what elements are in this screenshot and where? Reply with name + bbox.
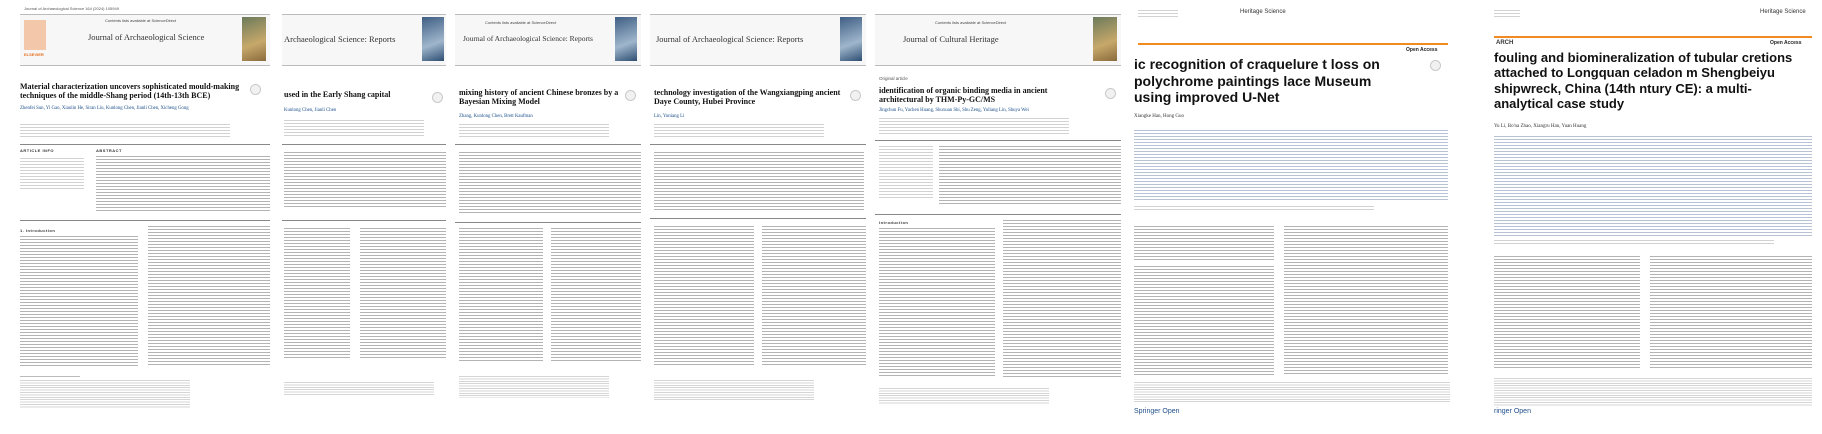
paper-title: ic recognition of craquelure t loss on polychrome paintings lace Museum using improved U-Net — [1134, 56, 1380, 106]
body-column-left — [20, 236, 138, 366]
body-column-right — [1650, 256, 1812, 368]
body-column-right — [551, 228, 641, 362]
journal-header-line: Journal of Archaeological Science 164 (2024) 105949 — [24, 6, 119, 11]
abstract-heading: ABSTRACT — [96, 148, 122, 153]
affiliations — [20, 124, 230, 138]
affiliations — [654, 124, 824, 138]
abstract-text — [459, 152, 641, 214]
paper-page-1 — [0, 0, 276, 434]
introduction-heading: Introduction — [879, 220, 909, 225]
check-for-updates-icon — [1430, 60, 1441, 71]
paper-page-2 — [282, 0, 452, 434]
paper-page-6 — [1130, 0, 1485, 434]
open-access-bar — [1138, 43, 1448, 45]
keywords-block — [879, 146, 933, 200]
body-column-left — [879, 228, 995, 378]
abstract-text — [939, 146, 1121, 206]
check-for-updates-icon — [850, 90, 861, 101]
body-column-left — [1494, 256, 1640, 368]
journal-name: Journal of Cultural Heritage — [903, 34, 999, 44]
paper-title: Material characterization uncovers sophisticated mould-making techniques of the middle-Shang period (14th-13th BCE) — [20, 82, 240, 101]
divider — [282, 220, 446, 221]
contents-line: Contents lists available at ScienceDirect — [935, 20, 1007, 25]
journal-cover-thumbnail — [615, 17, 637, 61]
author-list: Yu Li, Bo'na Zhao, Xiangru Han, Yuan Huang — [1494, 124, 1587, 129]
journal-name: Heritage Science — [1240, 9, 1286, 15]
paper-page-3 — [455, 0, 645, 434]
license-notice — [1134, 382, 1450, 402]
author-list: Zhang, Kunlong Chen, Brett Kaufman — [459, 114, 533, 119]
divider — [875, 140, 1121, 141]
journal-cover-thumbnail — [1093, 17, 1117, 61]
article-info-heading: ARTICLE INFO — [20, 148, 54, 153]
affiliations — [284, 120, 424, 138]
divider — [20, 220, 270, 221]
check-for-updates-icon — [432, 92, 443, 103]
divider — [282, 144, 446, 145]
abstract-text — [654, 152, 864, 210]
article-type-label: Original article — [879, 76, 908, 81]
paper-title: identification of organic binding media in ancient architectural by THM-Py-GC/MS — [879, 86, 1048, 105]
figure-caption — [1134, 226, 1274, 260]
divider — [20, 144, 270, 145]
author-list: Xiangke Han, Hong Guo — [1134, 114, 1184, 119]
body-column-left — [654, 226, 754, 366]
keywords-block — [1494, 240, 1774, 246]
contents-line: Contents lists available at ScienceDirect — [105, 18, 177, 23]
elsevier-tree-icon — [24, 20, 46, 50]
footnote-divider — [20, 376, 80, 377]
affiliations — [879, 118, 1069, 134]
divider — [455, 222, 641, 223]
introduction-heading: 1. Introduction — [20, 228, 56, 233]
paper-title: fouling and biomineralization of tubular cretions attached to Longquan celadon m Shengbeiyu shipwreck, China (14th ntury CE): a multi-analytical case study — [1494, 50, 1793, 111]
paper-title: mixing history of ancient Chinese bronzes by a Bayesian Mixing Model — [459, 88, 619, 107]
body-column-right — [1003, 220, 1121, 378]
keywords-block — [20, 158, 84, 190]
divider — [650, 144, 866, 145]
author-list: Zhenfei Sun, Yi Gao, Xiaolin He, Siran Liu, Kunlong Chen, Jianli Chen, Xicheng Gong — [20, 106, 189, 111]
contents-line: Contents lists available at ScienceDirect — [485, 20, 557, 25]
divider — [650, 218, 866, 219]
footnotes — [20, 380, 190, 408]
body-column-left — [284, 228, 350, 358]
journal-name: Journal of Archaeological Science: Reports — [463, 34, 593, 43]
body-column-right — [360, 228, 446, 358]
paper-page-5 — [875, 0, 1125, 434]
paper-page-7 — [1490, 0, 1822, 434]
publisher-logo: ringer Open — [1494, 408, 1531, 415]
affiliations — [459, 124, 609, 138]
open-access-bar — [1494, 36, 1812, 38]
footnotes — [654, 380, 814, 400]
journal-name: Journal of Archaeological Science: Reports — [656, 34, 804, 44]
citation-header — [1494, 10, 1520, 18]
journal-name: Heritage Science — [1760, 9, 1806, 15]
footnotes — [879, 388, 1049, 404]
check-for-updates-icon — [625, 90, 636, 101]
journal-cover-thumbnail — [840, 17, 862, 61]
abstract-text — [96, 156, 270, 212]
keywords-block — [1134, 206, 1374, 212]
author-list: Jingchun Fu, Yachen Huang, Shuxuan Shi, Shu Zeng, Yuliang Lin, Shuya Wei — [879, 108, 1029, 113]
body-column-right — [148, 226, 270, 366]
journal-cover-thumbnail — [242, 17, 266, 61]
journal-name: Journal of Archaeological Science — [88, 32, 205, 42]
check-for-updates-icon — [250, 84, 261, 95]
author-list: Lin, Yuniang Li — [654, 114, 685, 119]
paper-title: used in the Early Shang capital — [284, 90, 391, 99]
paper-page-4 — [650, 0, 870, 434]
section-label: ARCH — [1496, 40, 1514, 46]
footnotes — [284, 382, 434, 396]
citation-header — [1138, 10, 1178, 18]
license-notice — [1494, 378, 1812, 406]
author-list: Kunlong Chen, Jianli Chen — [284, 108, 337, 113]
body-column-right — [1284, 226, 1448, 376]
paper-title: technology investigation of the Wangxiangping ancient Daye County, Hubei Province — [654, 88, 841, 107]
divider — [875, 214, 1121, 215]
publisher-logo: Springer Open — [1134, 408, 1180, 415]
abstract-text — [1134, 130, 1448, 200]
journal-cover-thumbnail — [422, 17, 444, 61]
journal-name: Archaeological Science: Reports — [284, 34, 396, 44]
body-column-left — [459, 228, 543, 362]
body-column-left — [1134, 266, 1274, 376]
abstract-text — [284, 152, 446, 208]
body-column-right — [762, 226, 866, 366]
open-access-tag: Open Access — [1406, 47, 1438, 53]
footnotes — [459, 376, 609, 398]
publisher-logo-text: ELSEVIER — [24, 52, 44, 57]
abstract-text — [1494, 136, 1812, 236]
check-for-updates-icon — [1105, 88, 1116, 99]
open-access-tag: Open Access — [1770, 40, 1802, 46]
divider — [455, 144, 641, 145]
